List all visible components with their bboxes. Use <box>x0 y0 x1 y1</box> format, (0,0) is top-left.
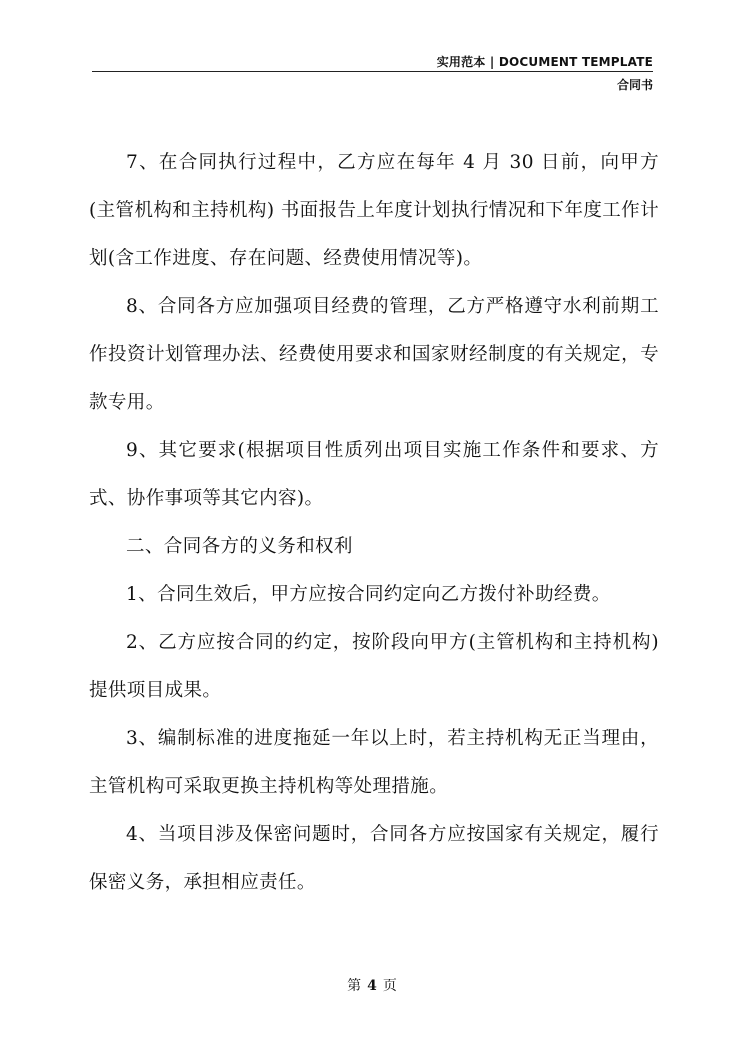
paragraph-obligation-3: 3、编制标准的进度拖延一年以上时，若主持机构无正当理由，主管机构可采取更换主持机构等处理措施。 <box>89 728 659 797</box>
page-header <box>92 50 653 70</box>
document-body <box>89 139 659 907</box>
paragraph-clause-7: 7、在合同执行过程中，乙方应在每年 4 月 30 日前，向甲方(主管机构和主持机构) 书面报告上年度计划执行情况和下年度工作计划(含工作进度、存在问题、经费使用情况等)。 <box>89 152 659 269</box>
paragraph-obligation-1: 1、合同生效后，甲方应按合同约定向乙方拨付补助经费。 <box>126 584 611 605</box>
section-heading-obligations: 二、合同各方的义务和权利 <box>126 536 353 557</box>
header-subtitle: 合同书 <box>616 78 653 92</box>
paragraph-clause-8: 8、合同各方应加强项目经费的管理，乙方严格遵守水利前期工作投资计划管理办法、经费使用要求和国家财经制度的有关规定，专款专用。 <box>89 296 659 413</box>
header-title: 实用范本 | DOCUMENT TEMPLATE <box>436 55 653 69</box>
paragraph-clause-9: 9、其它要求(根据项目性质列出项目实施工作条件和要求、方式、协作事项等其它内容)。 <box>89 440 659 509</box>
page-number-suffix: 页 <box>382 978 397 994</box>
paragraph-obligation-2: 2、乙方应按合同的约定，按阶段向甲方(主管机构和主持机构)提供项目成果。 <box>89 632 659 701</box>
paragraph-obligation-4: 4、当项目涉及保密问题时，合同各方应按国家有关规定，履行保密义务，承担相应责任。 <box>89 824 659 893</box>
page-number: 4 <box>367 978 377 994</box>
page-footer <box>0 975 744 995</box>
page-number-prefix: 第 <box>347 978 362 994</box>
header-divider <box>92 71 653 72</box>
